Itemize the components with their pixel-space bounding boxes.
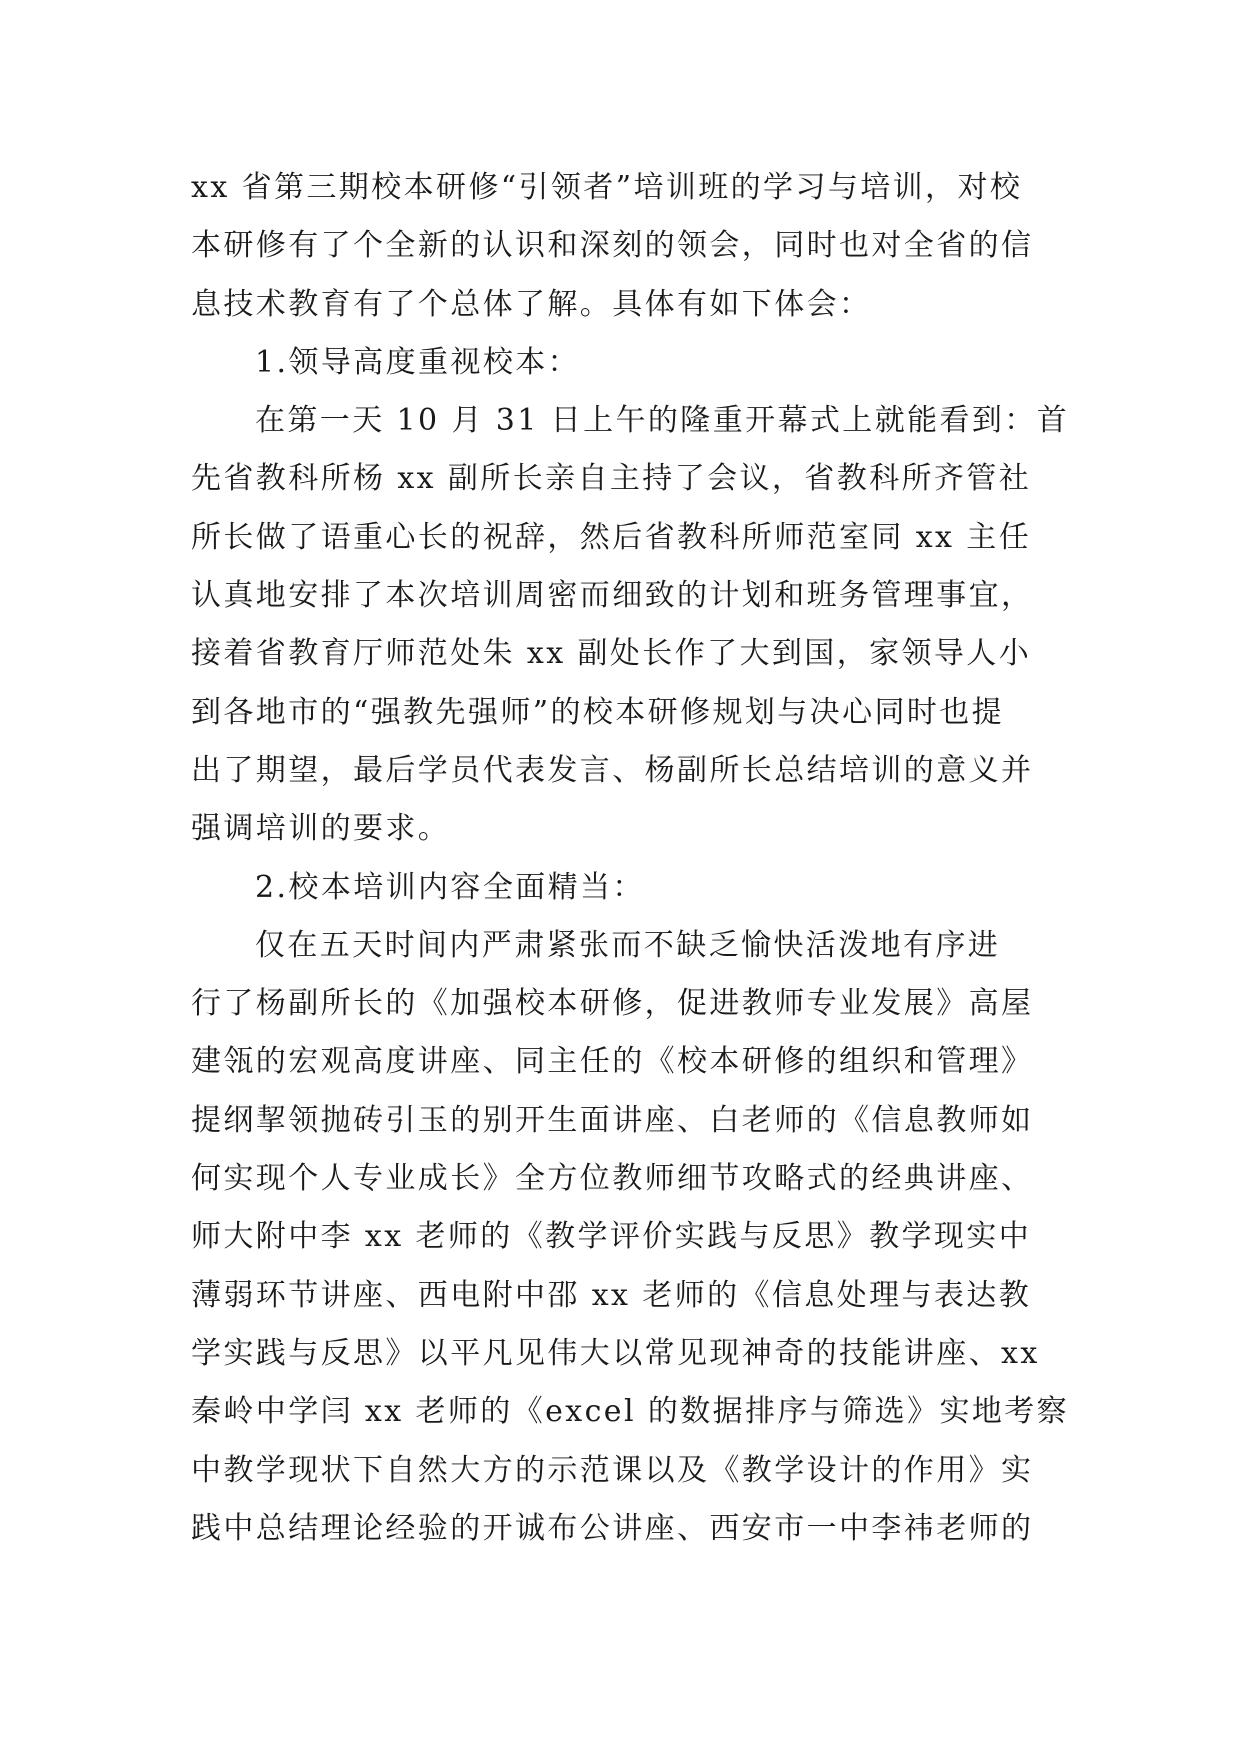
text-line: 薄弱环节讲座、西电附中邵 xx 老师的《信息处理与表达教 — [191, 1277, 1032, 1313]
section-heading-1: 1.领导高度重视校本： — [255, 344, 581, 380]
text-line: 到各地市的“强教先强师”的校本研修规划与决心同时也提 — [191, 694, 1005, 730]
text-line: 师大附中李 xx 老师的《教学评价实践与反思》教学现实中 — [191, 1219, 1032, 1255]
text-line: 建瓴的宏观高度讲座、同主任的《校本研修的组织和管理》 — [191, 1044, 1034, 1080]
text-line: 行了杨副所长的《加强校本研修，促进教师专业发展》高屋 — [191, 986, 1034, 1022]
text-line: 践中总结理论经验的开诚布公讲座、西安市一中李祎老师的 — [191, 1510, 1034, 1546]
section-heading-2: 2.校本培训内容全面精当： — [255, 869, 645, 905]
text-line: 强调培训的要求。 — [191, 811, 451, 847]
text-line: 认真地安排了本次培训周密而细致的计划和班务管理事宜， — [191, 578, 1034, 614]
text-line: 学实践与反思》以平凡见伟大以常见现神奇的技能讲座、xx — [191, 1335, 1040, 1371]
text-line: 提纲挈领抛砖引玉的别开生面讲座、白老师的《信息教师如 — [191, 1102, 1034, 1138]
text-line: 何实现个人专业成长》全方位教师细节攻略式的经典讲座、 — [191, 1161, 1034, 1197]
text-line: 仅在五天时间内严肃紧张而不缺乏愉快活泼地有序进 — [255, 927, 1001, 963]
text-line: 秦岭中学闫 xx 老师的《excel 的数据排序与筛选》实地考察 — [191, 1394, 1070, 1430]
text-line: 接着省教育厅师范处朱 xx 副处长作了大到国，家领导人小 — [191, 636, 1032, 672]
body-text — [191, 159, 1071, 1558]
text-line: 中教学现状下自然大方的示范课以及《教学设计的作用》实 — [191, 1452, 1034, 1488]
text-line: 出了期望，最后学员代表发言、杨副所长总结培训的意义并 — [191, 752, 1034, 788]
text-line: 先省教科所杨 xx 副所长亲自主持了会议，省教科所齐管社 — [191, 461, 1032, 497]
text-line: 在第一天 10 月 31 日上午的隆重开幕式上就能看到：首 — [255, 403, 1070, 439]
text-line: 本研修有了个全新的认识和深刻的领会，同时也对全省的信 — [191, 228, 1034, 264]
text-line: 息技术教育有了个总体了解。具体有如下体会： — [191, 286, 872, 322]
text-line: xx 省第三期校本研修“引领者”培训班的学习与培训，对校 — [191, 170, 1023, 205]
text-line: 所长做了语重心长的祝辞，然后省教科所师范室同 xx 主任 — [191, 519, 1032, 555]
